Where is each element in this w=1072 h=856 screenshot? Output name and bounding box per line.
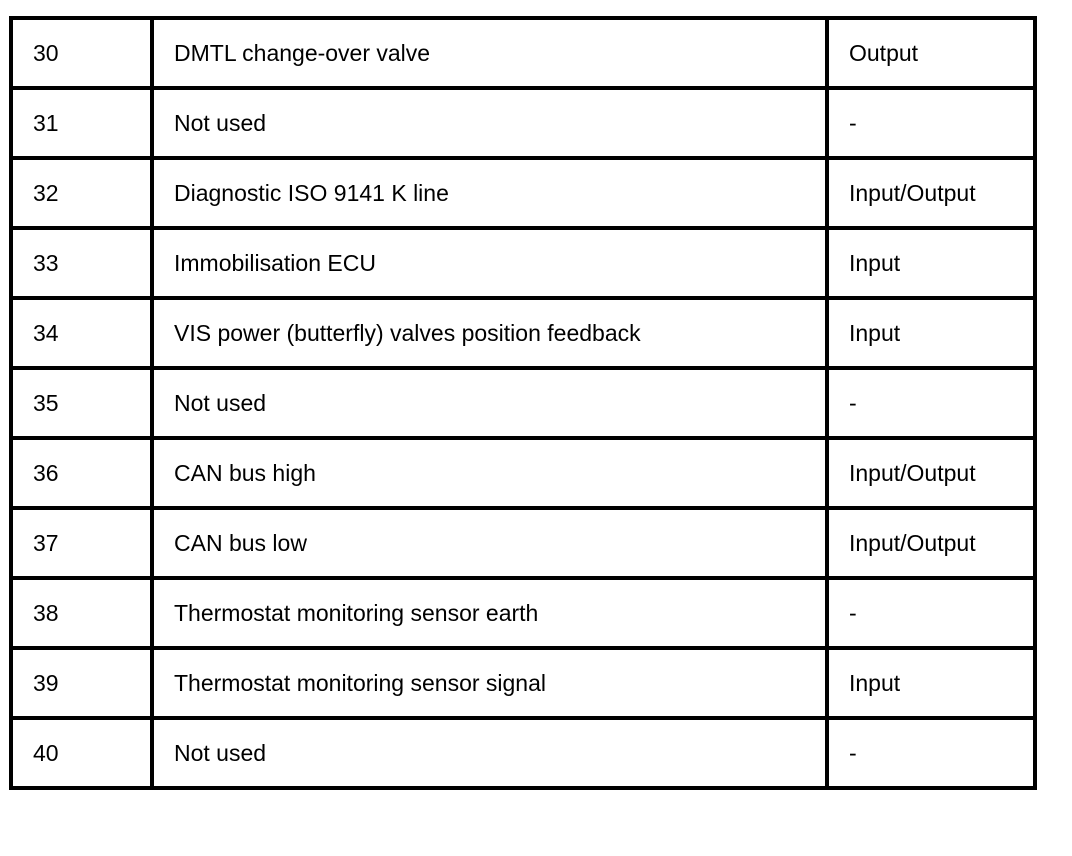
pin-number-cell: 32 — [11, 158, 152, 228]
pin-type-cell: Output — [827, 18, 1035, 88]
pin-description-cell: Not used — [152, 718, 827, 788]
pin-type-cell: - — [827, 718, 1035, 788]
pin-description-cell: DMTL change-over valve — [152, 18, 827, 88]
table-row — [11, 18, 1035, 88]
pin-type-cell: Input/Output — [827, 508, 1035, 578]
pin-number-cell: 33 — [11, 228, 152, 298]
pin-type-cell: Input — [827, 298, 1035, 368]
table-row — [11, 648, 1035, 718]
pin-description-cell: CAN bus low — [152, 508, 827, 578]
table-row — [11, 228, 1035, 298]
pin-type-cell: Input/Output — [827, 158, 1035, 228]
pin-description-cell: Thermostat monitoring sensor earth — [152, 578, 827, 648]
connector-pin-table — [9, 16, 1037, 790]
pin-number-cell: 38 — [11, 578, 152, 648]
pin-number-cell: 36 — [11, 438, 152, 508]
pin-type-cell: Input/Output — [827, 438, 1035, 508]
pin-number-cell: 39 — [11, 648, 152, 718]
pin-description-cell: Diagnostic ISO 9141 K line — [152, 158, 827, 228]
table-row — [11, 718, 1035, 788]
pin-type-cell: Input — [827, 228, 1035, 298]
table-row — [11, 88, 1035, 158]
table-row — [11, 368, 1035, 438]
pin-number-cell: 37 — [11, 508, 152, 578]
pin-number-cell: 35 — [11, 368, 152, 438]
pin-number-cell: 40 — [11, 718, 152, 788]
table-row — [11, 438, 1035, 508]
table-row — [11, 578, 1035, 648]
pin-number-cell: 34 — [11, 298, 152, 368]
pin-description-cell: Not used — [152, 88, 827, 158]
table-row — [11, 508, 1035, 578]
table-row — [11, 298, 1035, 368]
pin-description-cell: CAN bus high — [152, 438, 827, 508]
pin-description-cell: Thermostat monitoring sensor signal — [152, 648, 827, 718]
pin-type-cell: - — [827, 88, 1035, 158]
pin-type-cell: - — [827, 578, 1035, 648]
pin-description-cell: Not used — [152, 368, 827, 438]
pin-number-cell: 30 — [11, 18, 152, 88]
pin-number-cell: 31 — [11, 88, 152, 158]
pin-description-cell: Immobilisation ECU — [152, 228, 827, 298]
pin-description-cell: VIS power (butterfly) valves position feedback — [152, 298, 827, 368]
pin-type-cell: Input — [827, 648, 1035, 718]
pin-type-cell: - — [827, 368, 1035, 438]
table-row — [11, 158, 1035, 228]
pin-table-body — [11, 18, 1035, 788]
